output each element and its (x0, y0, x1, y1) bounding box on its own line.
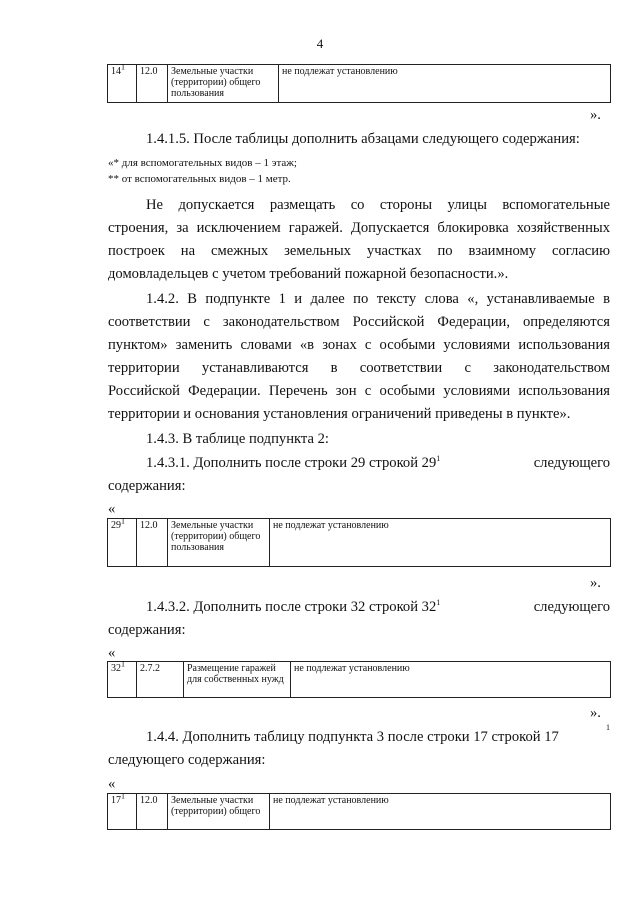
opening-quote: « (108, 776, 116, 792)
paragraph-1-4-4: 1.4.4. Дополнить таблицу подпункта 3 после строки 17 строкой 17 1 (146, 723, 610, 745)
row-number-cell: $32^1$ (108, 662, 137, 698)
paragraph-line: строения, за исключением гаражей. Допускается блокировка хозяйственных (108, 220, 610, 236)
code-cell: 12.0 (137, 65, 168, 103)
paragraph-line: пунктом» заменить словами «в зонах с особыми условиями использования (108, 337, 610, 353)
paragraph-line: построек на смежных земельных участках по взаимному согласию (108, 243, 610, 259)
code-cell: 12.0 (137, 519, 168, 567)
opening-quote: « (108, 645, 116, 661)
paragraph-line: содержания: (108, 622, 186, 638)
value-cell: не подлежат установлению (279, 65, 611, 103)
paragraph-1-4-3-1: 1.4.3.1. Дополнить после строки 29 строкой $29^1$ следующего (146, 454, 610, 471)
paragraph-line: 1.4.2. В подпункте 1 и далее по тексту слова «, устанавливаемые в (146, 291, 610, 307)
row-number-cell: $14^1$ (108, 65, 137, 103)
row-number-cell: $17^1$ (108, 794, 137, 830)
page-number: 4 (316, 36, 324, 51)
paragraph-line: территории устанавливаются в соответствии с законодательством (108, 360, 610, 376)
paragraph-1-4-1-5: 1.4.1.5. После таблицы дополнить абзацами следующего содержания: (146, 131, 580, 147)
table-row-32-1 (107, 661, 611, 698)
code-cell: 12.0 (137, 794, 168, 830)
footnote-line-2: ** от вспомогательных видов – 1 метр. (108, 173, 291, 185)
name-cell: Земельные участки (территории) общего (168, 794, 270, 830)
value-cell: не подлежат установлению (270, 519, 611, 567)
opening-quote: « (108, 501, 116, 517)
name-cell: Земельные участки (территории) общего пользования (168, 519, 270, 567)
name-cell: Размещение гаражей для собственных нужд (184, 662, 291, 698)
paragraph-1-4-3-2: 1.4.3.2. Дополнить после строки 32 строкой $32^1$ следующего (146, 598, 610, 615)
table-row-29-1 (107, 518, 611, 567)
paragraph-line: Российской Федерации. Перечень зон с особыми условиями использования (108, 383, 610, 399)
table-row-14-1 (107, 64, 611, 103)
paragraph-line: территории и основания установления ограничений приведены в пункте». (108, 406, 571, 422)
paragraph-line: содержания: (108, 478, 186, 494)
value-cell: не подлежат установлению (291, 662, 611, 698)
value-cell: не подлежат установлению (270, 794, 611, 830)
paragraph-line: соответствии с законодательством Российской Федерации, определяются (108, 314, 610, 330)
closing-quote: ». (590, 705, 601, 721)
name-cell: Земельные участки (территории) общего пользования (168, 65, 279, 103)
closing-quote: ». (590, 575, 601, 591)
paragraph-1-4-3: 1.4.3. В таблице подпункта 2: (146, 431, 329, 447)
paragraph-line: домовладельцев с учетом требований пожарной безопасности.». (108, 266, 509, 282)
paragraph-line: Не допускается размещать со стороны улицы вспомогательные (146, 197, 610, 213)
paragraph-line: следующего содержания: (108, 752, 266, 768)
table-row-17-1 (107, 793, 611, 830)
closing-quote: ». (590, 107, 601, 123)
code-cell: 2.7.2 (137, 662, 184, 698)
row-number-cell: $29^1$ (108, 519, 137, 567)
footnote-line-1: «* для вспомогательных видов – 1 этаж; (108, 157, 297, 169)
